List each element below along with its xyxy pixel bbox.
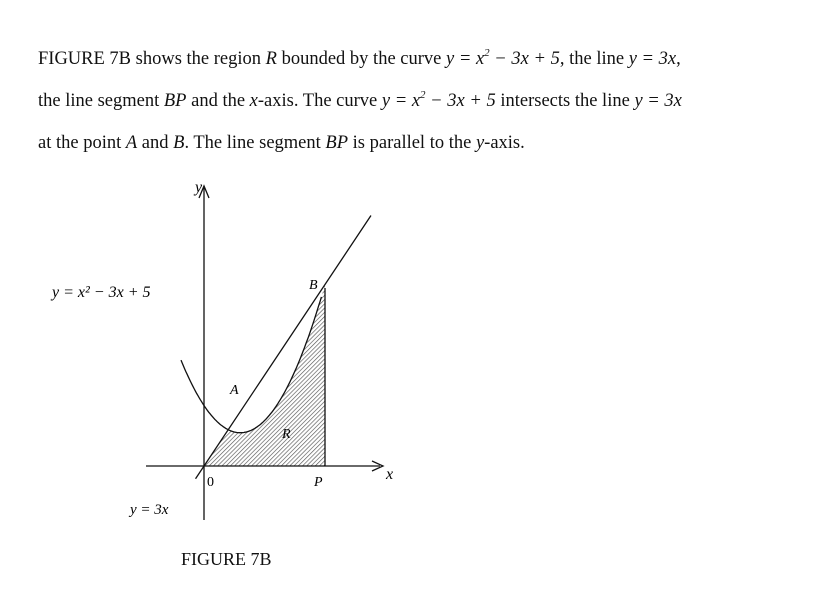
region-r-label: R [282, 427, 291, 442]
curve-equation-label: y = x² − 3x + 5 [52, 284, 151, 301]
text: at the point [38, 133, 126, 153]
text: and [137, 133, 174, 153]
origin-label: 0 [207, 475, 214, 490]
text: FIGURE 7B shows the region [38, 49, 266, 69]
point-p-label: P [314, 475, 323, 490]
text: , the line [559, 49, 629, 69]
curve-equation: $y = x^2 - 3x + 5$ [446, 47, 560, 69]
text: the line segment [38, 91, 164, 111]
text: and the [186, 91, 250, 111]
region-ref: R [265, 49, 277, 69]
line-equation: y = 3x [628, 49, 677, 69]
point-ref: A [125, 133, 138, 153]
segment-ref: BP [325, 133, 349, 153]
text: is parallel to the [348, 133, 476, 153]
x-axis-label: x [386, 466, 394, 483]
text: , [676, 49, 681, 69]
figure-caption: FIGURE 7B [181, 549, 272, 569]
text: bounded by the curve [276, 49, 446, 69]
point-ref: B [173, 133, 185, 153]
segment-ref: BP [163, 91, 187, 111]
point-a-label: A [230, 383, 239, 398]
line-equation-label: y = 3x [130, 502, 169, 518]
axis-ref: x [249, 91, 258, 111]
point-b-label: B [309, 278, 318, 293]
text: intersects the line [495, 91, 635, 111]
y-axis-label: y [195, 179, 203, 196]
text: -axis. [484, 133, 525, 153]
line-equation: y = 3x [634, 91, 682, 111]
text: . The line segment [184, 133, 326, 153]
axis-ref: y [475, 133, 485, 153]
text: -axis. The curve [257, 91, 382, 111]
curve-equation: $y = x^2 - 3x + 5$ [381, 89, 496, 111]
